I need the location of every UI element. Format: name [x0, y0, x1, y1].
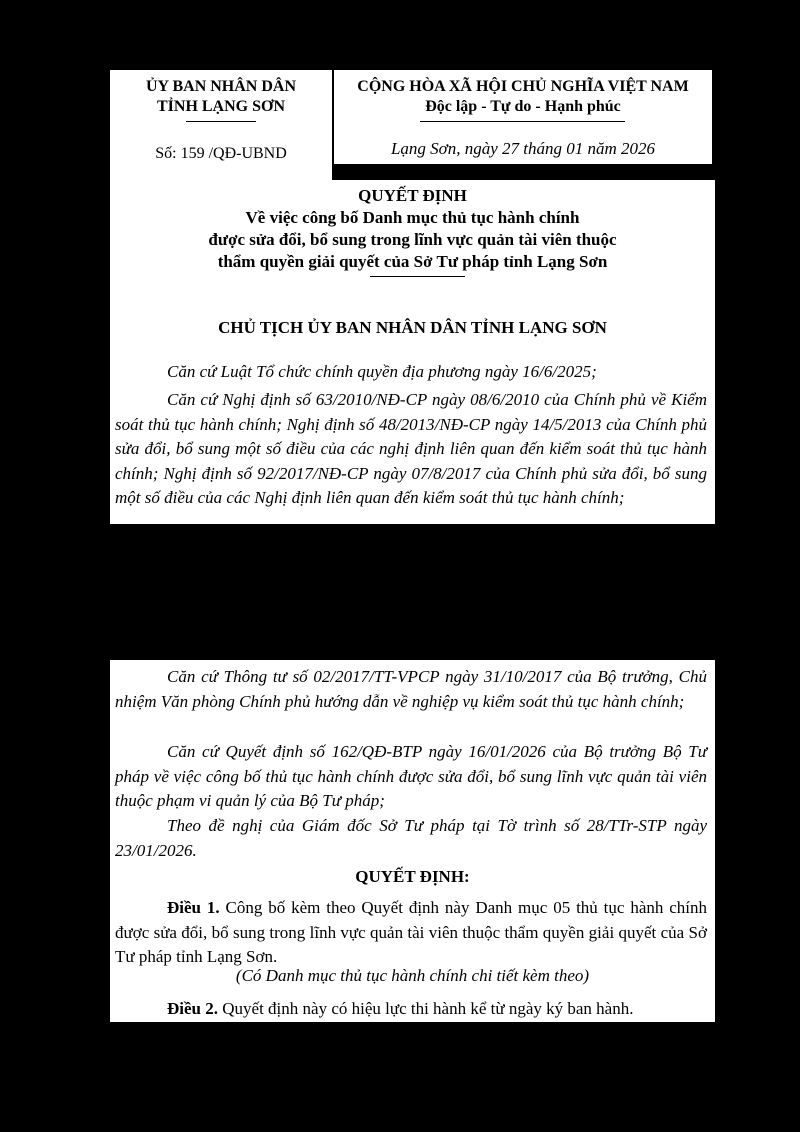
legal-basis: Căn cứ Thông tư số 02/2017/TT-VPCP ngày 31/10/2017 của Bộ trưởng, Chủ nhiệm Văn phòng Chính phủ hướng dẫn về nghiệp vụ kiểm soát thủ tục hành chính; — [115, 667, 707, 711]
title-line-2: được sửa đổi, bổ sung trong lĩnh vực quản tài viên thuộc — [208, 230, 617, 249]
article-1-text: Công bố kèm theo Quyết định này Danh mục 05 thủ tục hành chính được sửa đổi, bổ sung trong lĩnh vực quản tài viên thuộc thẩm quyền giải quyết của Sở Tư pháp tỉnh Lạng Sơn. — [115, 898, 708, 966]
org-line1: ỦY BAN NHÂN DÂN — [145, 78, 297, 95]
org-underline — [186, 121, 256, 122]
document-number: Số: 159 /QĐ-UBND — [155, 145, 287, 162]
article-2-text: Quyết định này có hiệu lực thi hành kể từ ngày ký ban hành. — [218, 999, 634, 1018]
issuing-authority: CHỦ TỊCH ỦY BAN NHÂN DÂN TỈNH LẠNG SƠN — [218, 318, 607, 337]
place-date: Lạng Sơn, ngày 27 tháng 01 năm 2026 — [390, 139, 656, 158]
decision-heading: QUYẾT ĐỊNH: — [355, 867, 470, 886]
legal-basis: Căn cứ Nghị định số 63/2010/NĐ-CP ngày 08/6/2010 của Chính phủ về Kiểm soát thủ tục hành chính; Nghị định số 48/2013/NĐ-CP ngày 14/5/2013 của Chính phủ sửa đổi, bổ sung một số điều của các nghị định liên quan đến kiểm soát thủ tục hành chính; Nghị định số 92/2017/NĐ-CP ngày 07/8/2017 của Chính phủ sửa đổi, bổ sung một số điều của các Nghị định liên quan đến kiểm soát thủ tục hành chính; — [115, 390, 707, 507]
article-2-label: Điều 2. — [167, 999, 218, 1018]
national-motto: Độc lập - Tự do - Hạnh phúc — [425, 98, 621, 115]
proposal-basis: Theo đề nghị của Giám đốc Sở Tư pháp tại Tờ trình số 28/TTr-STP ngày 23/01/2026. — [115, 816, 707, 860]
document-type-heading: QUYẾT ĐỊNH — [358, 186, 467, 205]
article-1-note: (Có Danh mục thủ tục hành chính chi tiết kèm theo) — [235, 966, 590, 985]
legal-basis: Căn cứ Luật Tổ chức chính quyền địa phương ngày 16/6/2025; — [167, 362, 597, 381]
nation-name: CỘNG HÒA XÃ HỘI CHỦ NGHĨA VIỆT NAM — [357, 78, 689, 95]
legal-basis: Căn cứ Quyết định số 162/QĐ-BTP ngày 16/01/2026 của Bộ trưởng Bộ Tư pháp về việc công bố thủ tục hành chính được sửa đổi, bổ sung lĩnh vực quản tài viên thuộc phạm vi quản lý của Bộ Tư pháp; — [115, 742, 707, 810]
motto-underline — [420, 121, 625, 122]
title-line-3: thẩm quyền giải quyết của Sở Tư pháp tỉnh Lạng Sơn — [217, 252, 608, 271]
article-2 — [115, 997, 707, 1022]
title-line-1: Về việc công bố Danh mục thủ tục hành chính — [245, 208, 580, 227]
article-1-label: Điều 1. — [167, 898, 220, 917]
org-line2: TỈNH LẠNG SƠN — [156, 98, 286, 115]
article-1 — [115, 896, 707, 970]
title-underline — [370, 276, 465, 277]
